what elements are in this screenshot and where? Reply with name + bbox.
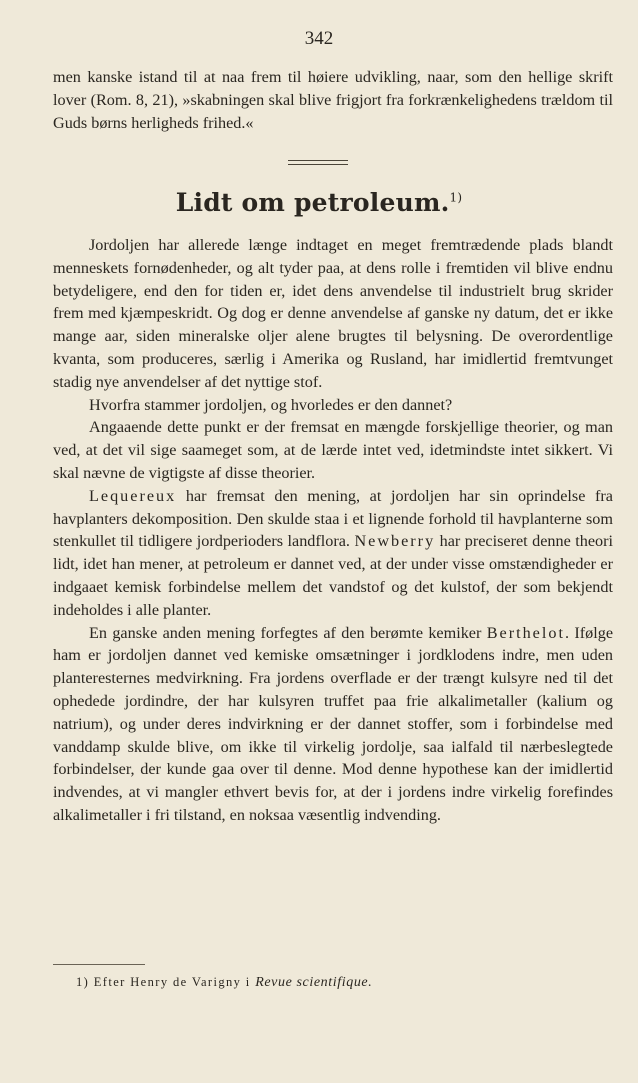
paragraph-2: Hvorfra stammer jordoljen, og hvorledes er den dannet? [89, 395, 453, 414]
section-divider-bottom [288, 164, 348, 165]
footnote-marker: 1) [76, 975, 90, 989]
article-title-text: Lidt om petroleum. [175, 188, 450, 217]
paragraph-3: Angaaende dette punkt er der fremsat en mængde forskjellige theorier, og man ved, at det vil sige saameget som, at de lærde intet ved, idetmindste intet sikkert. Vi skal nævne de vigtigste af disse theorier. [53, 418, 613, 482]
author-name-lequereux: Lequereux [89, 486, 177, 505]
paragraph-4-part-1: har fremsat den mening, at jordoljen har sin oprindelse fra havplanters dekomposition. Den skulde staa i et lignende forhold til havplanterne som stenkullet til tidligere jordperioders landflora. [53, 486, 613, 551]
article-body [53, 234, 613, 827]
paragraph-5-part-1: En ganske anden mening forfegtes af den berømte kemiker [89, 623, 487, 642]
paragraph-4-part-2: har preciseret denne theori lidt, idet han mener, at petroleum er dannet ved, at der under visse omstændigheder er indgaaet kemisk forbindelse mellem det vandstof og det kulstof, der som bekjendt indeholdes i alle planter. [53, 532, 613, 619]
paragraph-1: Jordoljen har allerede længe indtaget en meget fremtrædende plads blandt menneskets fornødenheder, og alt tyder paa, at dens rolle i fremtiden vil blive endnu betydeligere, end den for tiden er, idet dens anvendelse til industrielt brug skrider frem med kjæmpeskridt. Og dog er denne anvendelse af ganske ny datum, det er ikke mange aar, siden mineralske oljer alene brugtes til belysning. De overordentlige kvanta, som produceres, særlig i Amerika og Rusland, har imidlertid fremtvunget stadig nye anvendelser af det nyttige stof. [53, 236, 613, 391]
title-footnote-marker: 1) [449, 190, 463, 205]
footnote-rule [53, 964, 145, 965]
paragraph-4 [53, 485, 613, 622]
author-name-newberry: Newberry [354, 532, 436, 551]
intro-text: men kanske istand til at naa frem til høiere udvikling, naar, som den hellige skrift lover (Rom. 8, 21), »skabningen skal blive frigjort fra forkrænkelighedens trældom til Guds børns herligheds frihed.« [53, 68, 613, 132]
article-title [0, 188, 638, 217]
page-number: 342 [304, 28, 334, 49]
paragraph-5-part-2: . Ifølge ham er jordoljen dannet ved kemiske omsætninger i jordklodens indre, men uden planteresternes medvirkning. Fra jordens overflade er der trængt kulsyre ned til det ophedede jordindre, der har kulsyren truffet paa frie alkalimetaller (kalium og natrium), og under deres indvirkning er der dannet stoffer, som i forbindelse med vanddamp skulde blive, om ikke til virkelig jordolje, saa ialfald til nærbeslegtede forbindelser, der kunde gaa over til denne. Mod denne hypothese kan der imidlertid indvendes, at vi mangler ethvert bevis for, at der i jordens indre virkelig forefindes alkalimetaller i fri tilstand, en noksaa væsentlig indvending. [53, 623, 614, 824]
section-divider-top [288, 160, 348, 161]
paragraph-5 [53, 622, 613, 827]
footnote-journal: Revue scientifique. [255, 975, 373, 990]
footnote-prefix: Efter Henry de Varigny i [89, 975, 256, 989]
intro-paragraph [53, 66, 613, 134]
footnote [76, 973, 372, 992]
author-name-berthelot: Berthelot [486, 623, 565, 642]
